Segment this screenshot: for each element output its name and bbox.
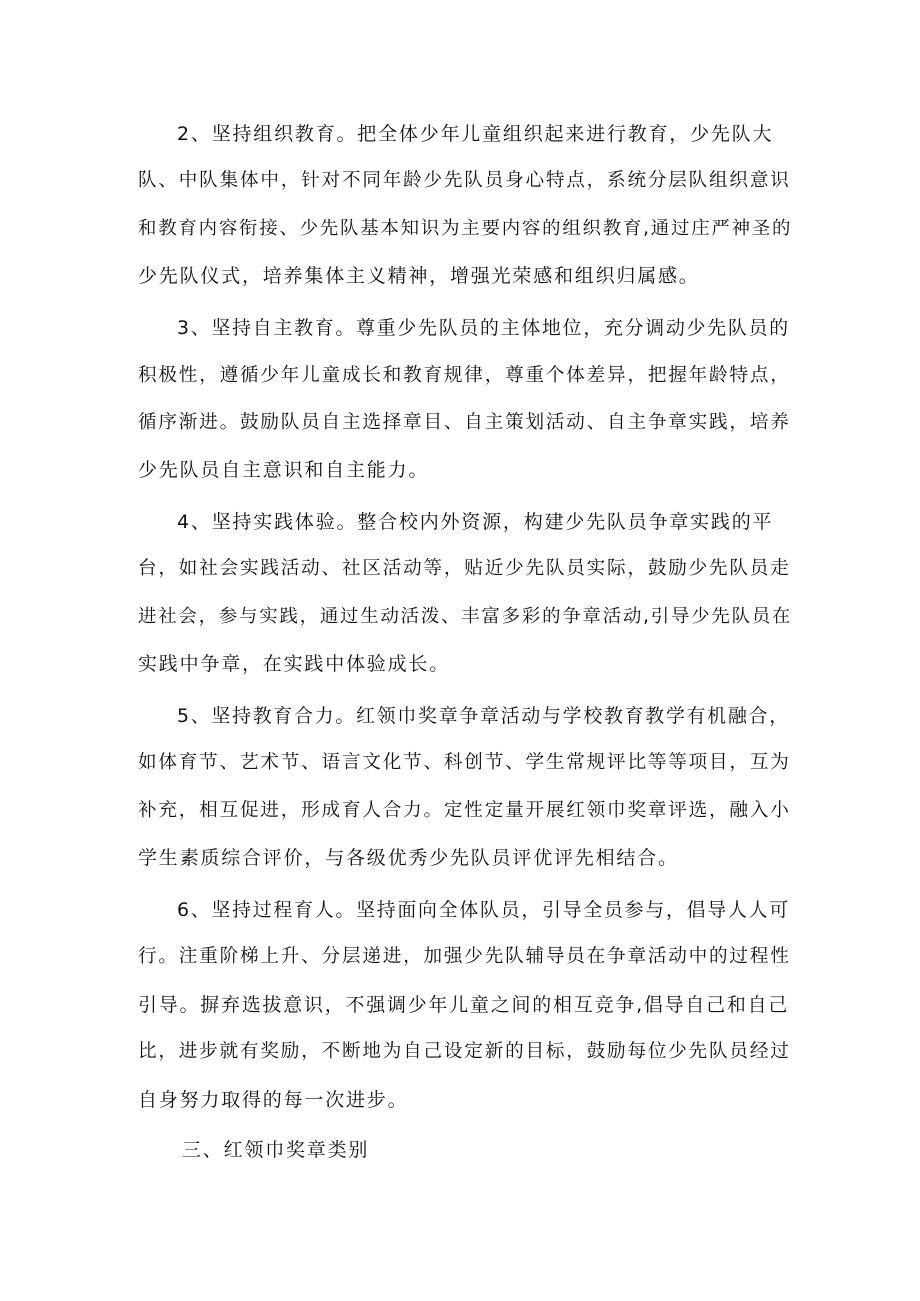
section-heading: 三、红领巾奖章类别: [182, 1139, 370, 1161]
paragraph-6-line-5: 自身努力取得的每一次进步。: [138, 1089, 409, 1111]
paragraph-6-line-1: 6、坚持过程育人。坚持面向全体队员，引导全员参与，倡导人人可: [177, 899, 790, 921]
paragraph-6-line-2: 行。注重阶梯上升、分层递进，加强少先队辅导员在争章活动中的过程性: [138, 946, 791, 967]
paragraph-2-line-3: 和教育内容衔接、少先队基本知识为主要内容的组织教育,通过庄严神圣的: [138, 218, 793, 239]
paragraph-6-line-3: 引导。摒弃选拔意识，不强调少年儿童之间的相互竞争,倡导自己和自己: [138, 994, 790, 1016]
paragraph-5-line-3: 补充，相互促进，形成育人合力。定性定量开展红领巾奖章评选，融入小: [138, 800, 791, 821]
paragraph-4-line-1: 4、坚持实践体验。整合校内外资源，构建少先队员争章实践的平: [177, 511, 774, 533]
paragraph-2-line-2: 队、中队集体中，针对不同年龄少先队员身心特点，系统分层队组织意识: [138, 170, 791, 191]
paragraph-3-line-1: 3、坚持自主教育。尊重少先队员的主体地位，充分调动少先队员的: [177, 317, 790, 339]
paragraph-3-line-3: 循序渐进。鼓励队员自主选择章目、自主策划活动、自主争章实践，培养: [138, 412, 791, 433]
paragraph-4-line-3: 进社会，参与实践，通过生动活泼、丰富多彩的争章活动,引导少先队员在: [138, 606, 793, 627]
paragraph-3-line-2: 积极性，遵循少年儿童成长和教育规律，尊重个体差异，把握年龄特点，: [138, 365, 791, 386]
paragraph-5-line-2: 如体育节、艺术节、语言文化节、科创节、学生常规评比等等项目，互为: [138, 752, 791, 773]
paragraph-2-line-1: 2、坚持组织教育。把全体少年儿童组织起来进行教育，少先队大: [177, 123, 774, 145]
paragraph-5-line-4: 学生素质综合评价，与各级优秀少先队员评优评先相结合。: [138, 847, 679, 869]
paragraph-6-line-4: 比，进步就有奖励，不断地为自己设定新的目标，鼓励每位少先队员经过: [138, 1041, 791, 1062]
paragraph-5-line-1: 5、坚持教育合力。红领巾奖章争章活动与学校教育教学有机融合，: [177, 705, 790, 727]
paragraph-3-line-4: 少先队员自主意识和自主能力。: [138, 459, 430, 481]
paragraph-2-line-4: 少先队仪式，培养集体主义精神，增强光荣感和组织归属感。: [138, 265, 700, 287]
paragraph-4-line-4: 实践中争章，在实践中体验成长。: [138, 653, 451, 675]
paragraph-4-line-2: 台，如社会实践活动、社区活动等，贴近少先队员实际，鼓励少先队员走: [138, 558, 791, 579]
